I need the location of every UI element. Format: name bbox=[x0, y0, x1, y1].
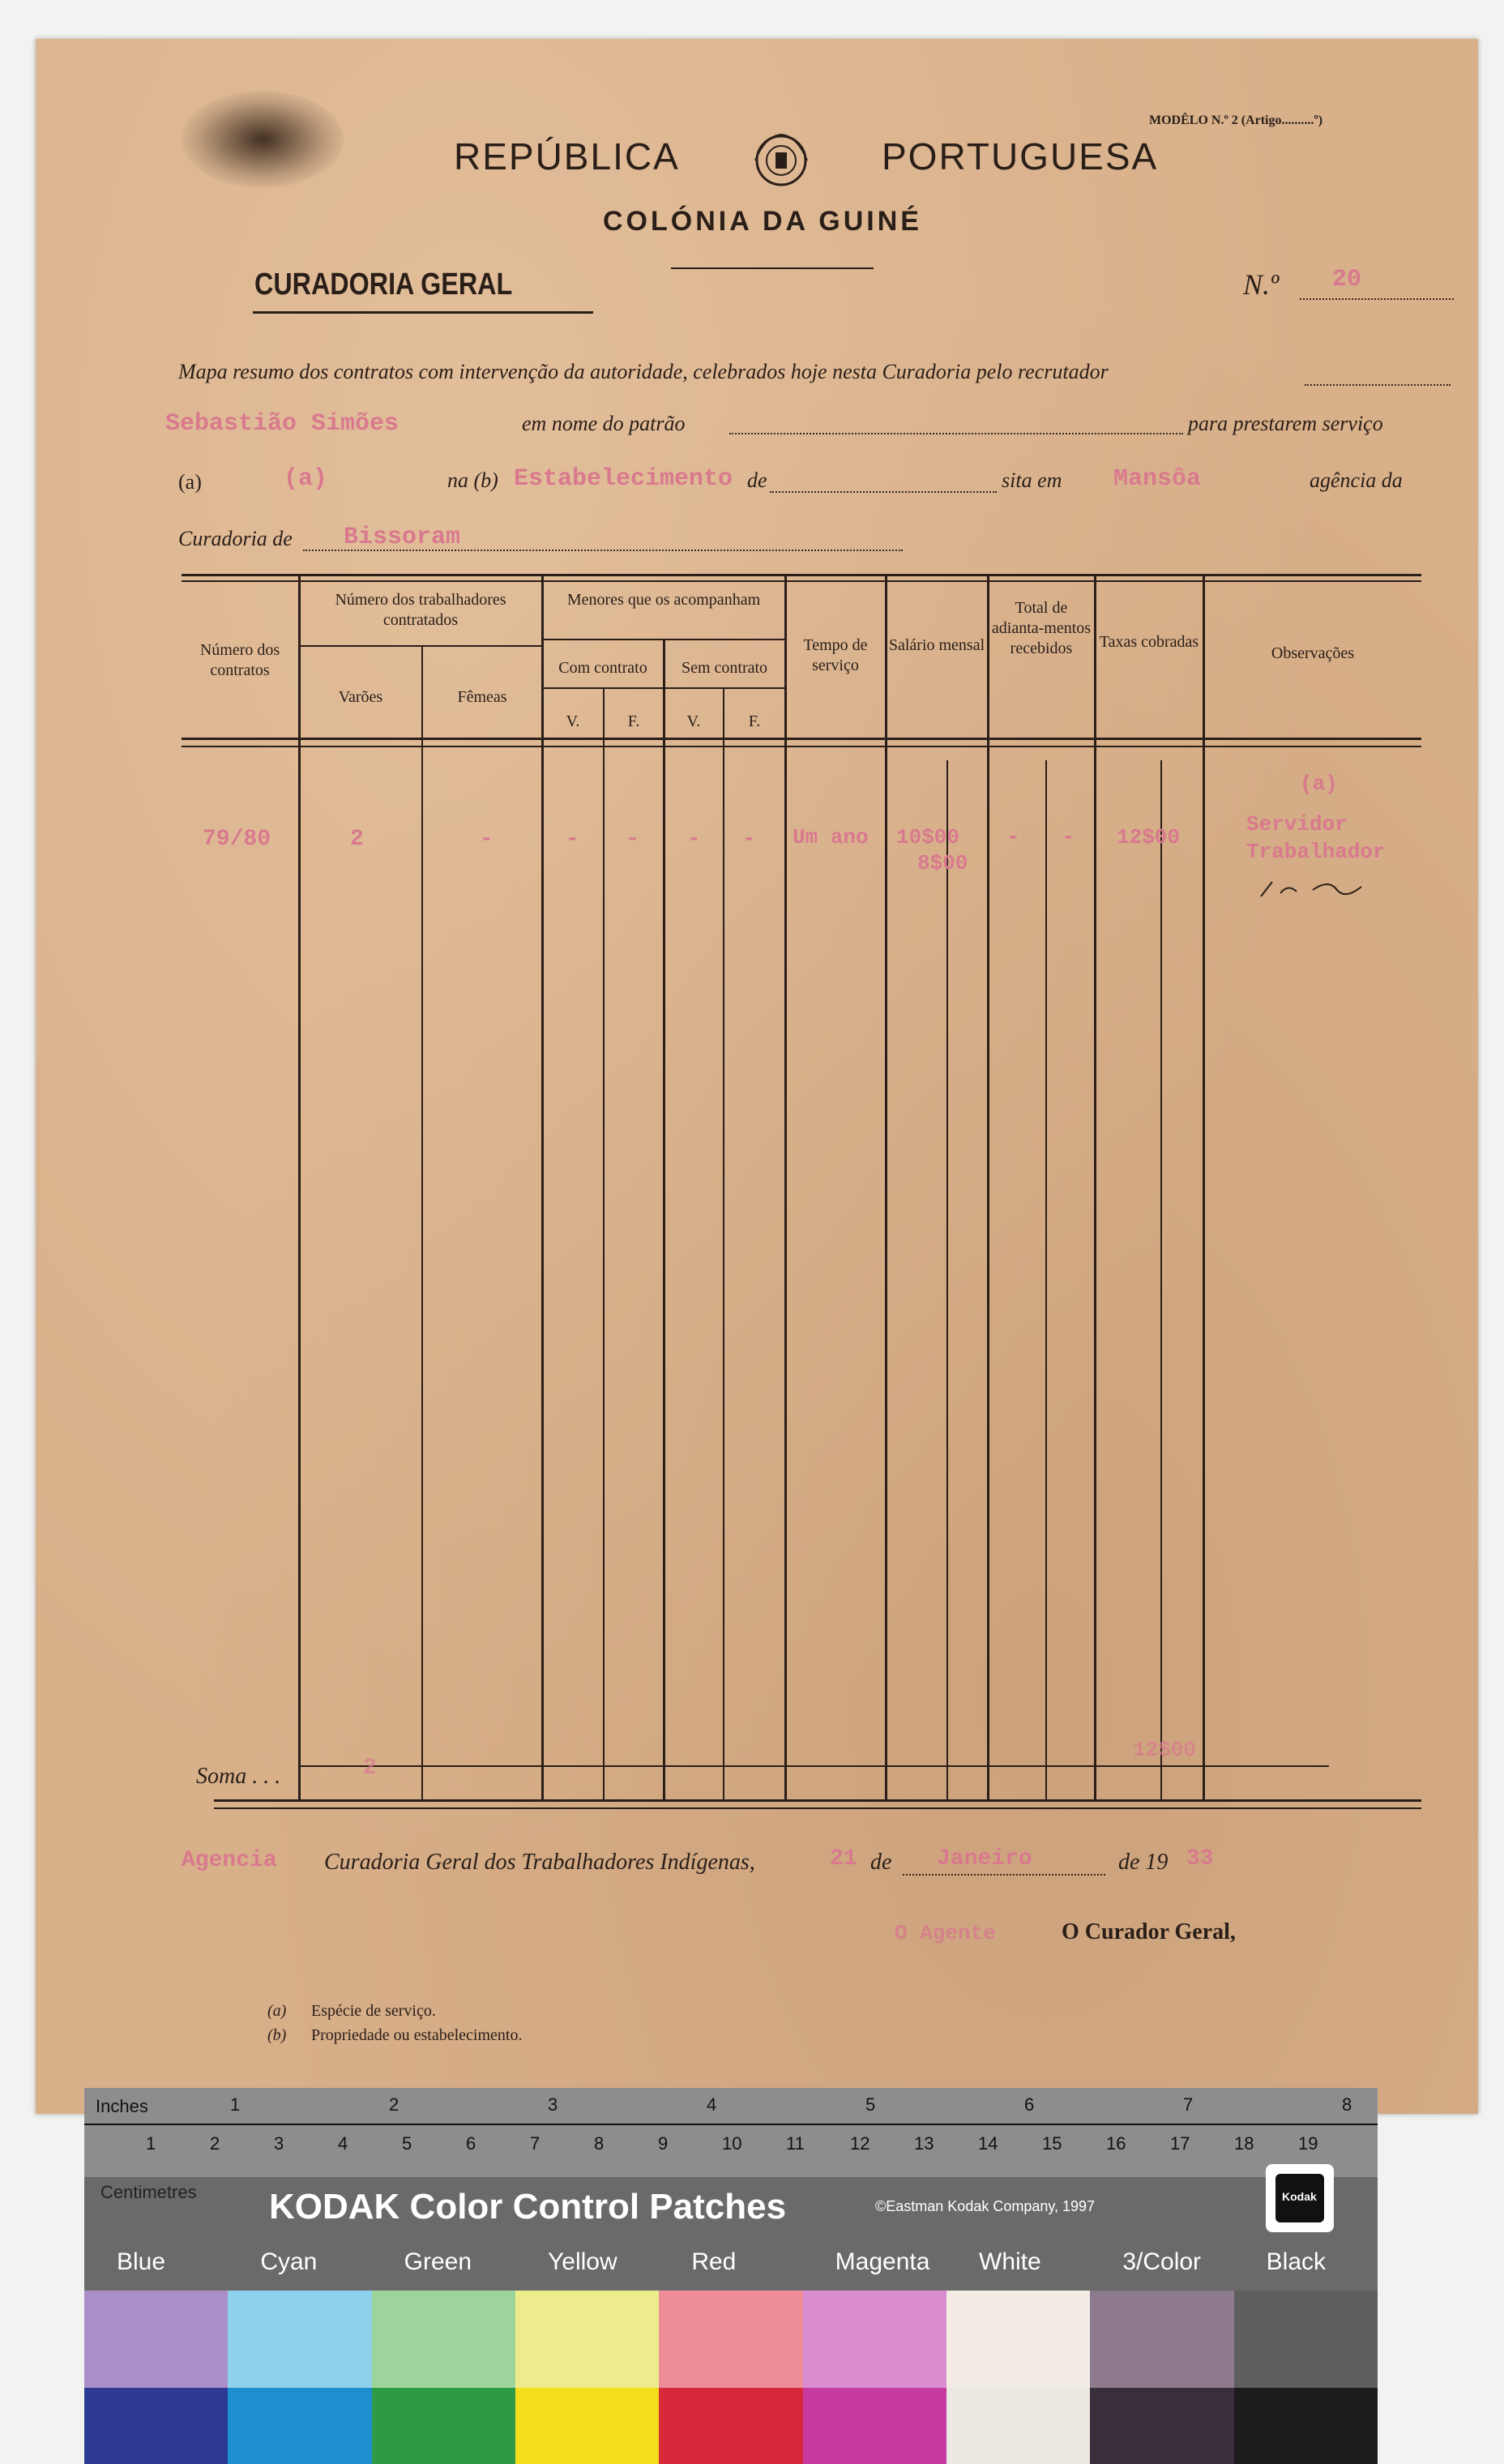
located-label: sita em bbox=[1002, 468, 1062, 492]
recruiter-dots bbox=[1305, 383, 1451, 386]
col-sep-14 bbox=[1203, 574, 1205, 1799]
color-patch-bottom bbox=[228, 2388, 371, 2464]
kodak-brand: Kodak bbox=[1282, 2190, 1317, 2203]
recruiter-value: Sebastião Simões bbox=[165, 410, 400, 438]
color-patch-bottom bbox=[372, 2388, 515, 2464]
col-sep-6 bbox=[723, 687, 724, 1799]
ink-stain bbox=[182, 91, 344, 188]
patron-dots bbox=[729, 431, 1183, 434]
col-sep-12 bbox=[1094, 574, 1096, 1799]
inches-label: Inches bbox=[96, 2096, 148, 2116]
row-adiant-2: - bbox=[1062, 825, 1075, 850]
number-value: 20 bbox=[1332, 266, 1362, 293]
located-value: Mansôa bbox=[1113, 465, 1202, 493]
on-behalf-label: em nome do patrão bbox=[522, 412, 686, 435]
col-sep-3 bbox=[541, 574, 544, 1799]
color-patch-top bbox=[372, 2291, 515, 2388]
ruler-divider bbox=[84, 2124, 1378, 2125]
de-label: de bbox=[747, 468, 767, 492]
footer-month: Janeiro bbox=[937, 1846, 1032, 1872]
table-head-rule bbox=[182, 738, 1421, 740]
soma-varoes: 2 bbox=[363, 1756, 377, 1781]
header-tempo: Tempo de serviço bbox=[803, 636, 868, 674]
footer-year: 33 bbox=[1186, 1846, 1214, 1872]
header-divider bbox=[671, 267, 874, 269]
col-sep-4 bbox=[603, 687, 605, 1799]
color-patch-top bbox=[515, 2291, 659, 2388]
row-femeas: - bbox=[480, 827, 494, 852]
header-salario: Salário mensal bbox=[888, 636, 985, 654]
row-com-f: - bbox=[626, 827, 639, 852]
cm-mark: 11 bbox=[786, 2133, 805, 2154]
table-top-rule bbox=[182, 574, 1421, 576]
patch-label: Magenta bbox=[835, 2248, 930, 2275]
col-sep-5 bbox=[663, 639, 665, 1799]
curadoria-value: Bissoram bbox=[344, 524, 461, 551]
inch-mark: 1 bbox=[230, 2094, 241, 2115]
col-sep-13 bbox=[1160, 760, 1162, 1799]
note-a-key: (a) bbox=[267, 2002, 287, 2020]
patch-label: 3/Color bbox=[1122, 2248, 1202, 2275]
header-total: Total de adianta-mentos recebidos bbox=[991, 599, 1092, 657]
centimetres-label: Centimetres bbox=[100, 2182, 197, 2202]
color-patch-top bbox=[803, 2291, 946, 2388]
row-numero: 79/80 bbox=[203, 827, 271, 852]
cm-mark: 15 bbox=[1042, 2133, 1062, 2154]
color-patch-top bbox=[1090, 2291, 1233, 2388]
inch-mark: 3 bbox=[548, 2094, 558, 2115]
color-patch-top bbox=[228, 2291, 371, 2388]
color-patch-bottom bbox=[946, 2388, 1090, 2464]
soma-label: Soma . . . bbox=[196, 1764, 281, 1789]
color-patch-top bbox=[84, 2291, 228, 2388]
inch-mark: 5 bbox=[865, 2094, 876, 2115]
cm-mark: 19 bbox=[1298, 2133, 1318, 2154]
row-salario: 10$00 bbox=[896, 825, 960, 849]
office-underline bbox=[253, 311, 593, 314]
header-trabalhadores: Número dos trabalhadores contratados bbox=[335, 591, 506, 629]
office-title: CURADORIA GERAL bbox=[254, 267, 513, 302]
republic-right: PORTUGUESA bbox=[882, 135, 1159, 178]
cm-mark: 2 bbox=[210, 2133, 220, 2154]
curadoria-label: Curadoria de bbox=[178, 527, 293, 550]
patch-label: Green bbox=[404, 2248, 472, 2275]
model-label: MODÊLO N.º 2 (Artigo..........º) bbox=[1149, 113, 1323, 127]
row-sem-f: - bbox=[742, 827, 756, 852]
patch-label: Blue bbox=[117, 2248, 166, 2275]
note-a: Espécie de serviço. bbox=[311, 2002, 436, 2020]
color-patch-top bbox=[659, 2291, 802, 2388]
republic-left: REPÚBLICA bbox=[454, 135, 680, 178]
cm-mark: 9 bbox=[658, 2133, 669, 2154]
na-label: na (b) bbox=[447, 468, 498, 492]
color-patch-top bbox=[946, 2291, 1090, 2388]
cm-mark: 13 bbox=[914, 2133, 934, 2154]
col-sep-8 bbox=[885, 574, 887, 1799]
header-observacoes: Observações bbox=[1271, 644, 1355, 662]
number-label: N.º bbox=[1243, 268, 1280, 301]
patch-label: White bbox=[979, 2248, 1041, 2275]
color-patch-top bbox=[1234, 2291, 1378, 2388]
header-v1: V. bbox=[566, 712, 580, 730]
color-patch-bottom bbox=[803, 2388, 946, 2464]
footer-de2: de 19 bbox=[1118, 1850, 1169, 1875]
document-page bbox=[36, 39, 1478, 2114]
col-sep-2 bbox=[421, 645, 423, 1799]
header-f2: F. bbox=[748, 712, 761, 730]
inch-mark: 4 bbox=[707, 2094, 717, 2115]
col-sep-10 bbox=[987, 574, 989, 1799]
patch-label: Black bbox=[1266, 2248, 1327, 2275]
cm-mark: 14 bbox=[978, 2133, 998, 2154]
color-patch-bottom bbox=[1090, 2388, 1233, 2464]
row-com-v: - bbox=[566, 827, 579, 852]
row-adiant-1: - bbox=[1006, 825, 1020, 850]
header-femeas: Fêmeas bbox=[457, 688, 507, 706]
inch-mark: 2 bbox=[389, 2094, 400, 2115]
patch-label: Red bbox=[691, 2248, 737, 2275]
header-f1: F. bbox=[627, 712, 640, 730]
number-dots bbox=[1300, 297, 1454, 300]
cm-mark: 10 bbox=[722, 2133, 742, 2154]
soma-upper-rule bbox=[300, 1765, 1329, 1767]
table-head-rule-2 bbox=[182, 746, 1421, 747]
color-patch-bottom bbox=[659, 2388, 802, 2464]
table-bottom-rule-2 bbox=[214, 1807, 1421, 1809]
row-taxas: 12$00 bbox=[1117, 825, 1181, 849]
cm-mark: 18 bbox=[1234, 2133, 1254, 2154]
inch-mark: 6 bbox=[1024, 2094, 1035, 2115]
cm-mark: 6 bbox=[466, 2133, 476, 2154]
footer-de1: de bbox=[870, 1850, 892, 1875]
header-sem-contrato: Sem contrato bbox=[681, 659, 768, 677]
header-numero: Número dos contratos bbox=[199, 641, 280, 679]
header-com-contrato: Com contrato bbox=[558, 659, 647, 677]
a-label: (a) bbox=[178, 470, 202, 494]
kodak-logo bbox=[1266, 2164, 1334, 2232]
cm-mark: 5 bbox=[402, 2133, 412, 2154]
cm-mark: 12 bbox=[850, 2133, 870, 2154]
cm-mark: 7 bbox=[530, 2133, 540, 2154]
footer-curador: O Curador Geral, bbox=[1062, 1919, 1236, 1944]
cm-mark: 4 bbox=[338, 2133, 348, 2154]
kodak-copyright: ©Eastman Kodak Company, 1997 bbox=[875, 2198, 1096, 2214]
cm-mark: 17 bbox=[1170, 2133, 1190, 2154]
inch-mark: 8 bbox=[1342, 2094, 1352, 2115]
footer-agencia: Agencia bbox=[182, 1848, 277, 1873]
row-obs-a: (a) bbox=[1300, 772, 1338, 796]
patch-label: Yellow bbox=[548, 2248, 617, 2275]
note-b-key: (b) bbox=[267, 2026, 287, 2044]
soma-taxas: 12$00 bbox=[1133, 1738, 1197, 1762]
color-patch-bottom bbox=[1234, 2388, 1378, 2464]
row-sem-v: - bbox=[687, 827, 701, 852]
cm-mark: 8 bbox=[594, 2133, 605, 2154]
col-sep-7 bbox=[784, 574, 787, 1799]
cm-mark: 1 bbox=[146, 2133, 156, 2154]
intro-line1: Mapa resumo dos contratos com intervenção da autoridade, celebrados hoje nesta Curadoria pelo recrutador bbox=[178, 360, 1109, 383]
agency-label: agência da bbox=[1310, 468, 1403, 492]
to-serve-label: para prestarem serviço bbox=[1188, 412, 1383, 435]
row-obs-2: Trabalhador bbox=[1246, 840, 1386, 864]
col-sep-1 bbox=[298, 574, 301, 1799]
cm-mark: 3 bbox=[274, 2133, 284, 2154]
footer-day: 21 bbox=[830, 1846, 857, 1872]
header-menores: Menores que os acompanham bbox=[566, 591, 761, 609]
kodak-color-scale bbox=[84, 2088, 1378, 2464]
footer-agent: O Agente bbox=[895, 1921, 996, 1945]
a-value: (a) bbox=[284, 465, 328, 493]
month-dots bbox=[903, 1872, 1105, 1876]
cm-mark: 16 bbox=[1106, 2133, 1126, 2154]
row-varoes: 2 bbox=[350, 827, 364, 852]
color-patch-bottom bbox=[515, 2388, 659, 2464]
na-value: Estabelecimento bbox=[514, 465, 733, 493]
note-b: Propriedade ou estabelecimento. bbox=[311, 2026, 523, 2044]
table-bottom-rule bbox=[214, 1799, 1421, 1802]
de-dots bbox=[770, 490, 997, 493]
footer-place: Curadoria Geral dos Trabalhadores Indígenas, bbox=[324, 1850, 755, 1875]
col-sep-11 bbox=[1045, 760, 1047, 1799]
kodak-title: KODAK Color Control Patches bbox=[269, 2187, 787, 2227]
header-v2: V. bbox=[686, 712, 701, 730]
header-varoes: Varões bbox=[338, 688, 383, 706]
row-salario-2: 8$00 bbox=[917, 851, 968, 875]
colony-title: COLÓNIA DA GUINÉ bbox=[603, 206, 922, 237]
coat-of-arms-icon bbox=[749, 128, 814, 193]
inch-mark: 7 bbox=[1183, 2094, 1194, 2115]
header-taxas: Taxas cobradas bbox=[1099, 633, 1199, 651]
ruler bbox=[84, 2088, 1378, 2177]
row-obs-1: Servidor bbox=[1246, 812, 1348, 836]
handwritten-initials bbox=[1256, 872, 1369, 905]
table-top-rule-2 bbox=[182, 580, 1421, 582]
col-sep-9 bbox=[946, 760, 948, 1799]
color-patch-bottom bbox=[84, 2388, 228, 2464]
curadoria-dots bbox=[303, 548, 903, 551]
row-tempo: Um ano bbox=[793, 825, 869, 849]
patch-label: Cyan bbox=[260, 2248, 318, 2275]
